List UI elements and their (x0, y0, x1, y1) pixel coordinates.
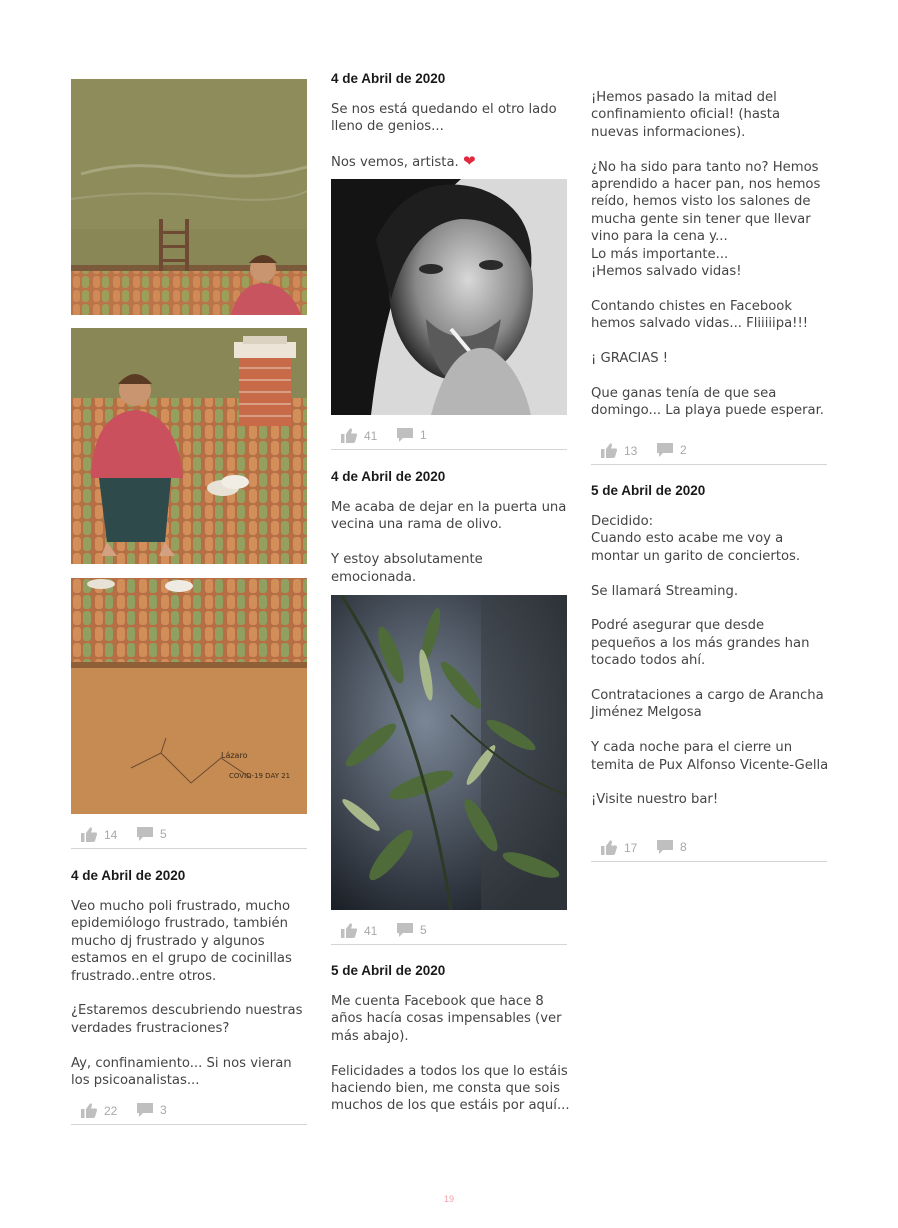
comment-count[interactable] (657, 840, 687, 854)
post-date: 4 de Abril de 2020 (331, 469, 446, 484)
portrait-photo (331, 179, 567, 415)
post-paragraph: Se nos está quedando el otro lado lleno de genios... (331, 102, 557, 135)
comment-icon (397, 428, 413, 442)
comment-count[interactable] (397, 923, 427, 937)
like-count[interactable] (81, 1103, 117, 1118)
like-count-value: 22 (104, 1103, 118, 1118)
like-count-value: 41 (364, 923, 378, 938)
post-paragraph: Podré asegurar que desde pequeños a los más grandes han tocado todos ahí. (591, 618, 810, 669)
comment-count-value: 2 (680, 443, 687, 457)
post-paragraph: Decidido: Cuando esto acabe me voy a montar un garito de conciertos. (591, 514, 801, 564)
comic-note: COVID-19 DAY 21 (229, 772, 291, 780)
post-paragraph-with-heart (331, 153, 571, 171)
post-body (591, 89, 831, 420)
post-paragraph: Felicidades a todos los que lo estáis haciendo bien, me consta que sois muchos de los que estáis por aquí... (331, 1063, 570, 1114)
post-paragraph: Se llamará Streaming. (591, 583, 739, 599)
thumbs-up-icon (81, 827, 97, 842)
post-body (71, 898, 311, 1089)
post-paragraph: ¿Estaremos descubriendo nuestras verdades frustraciones? (71, 1003, 303, 1036)
post-stats (71, 824, 307, 849)
like-count-value: 17 (624, 840, 638, 855)
comic-panel-roof-wall (71, 578, 307, 814)
post-paragraph: Y cada noche para el cierre un temita de Pux Alfonso Vicente-Gella (591, 740, 829, 773)
post-paragraph: ¡Hemos pasado la mitad del confinamiento oficial! (hasta nuevas informaciones). (591, 90, 781, 140)
thumbs-up-icon (81, 1103, 97, 1118)
comment-icon (397, 923, 413, 937)
comment-icon (137, 1103, 153, 1117)
like-count[interactable] (341, 923, 377, 938)
post-paragraph: Me acaba de dejar en la puerta una vecina una rama de olivo. (331, 500, 567, 533)
post-paragraph: Contando chistes en Facebook hemos salvado vidas... Fliiiiipa!!! (591, 298, 809, 332)
like-count[interactable] (81, 827, 117, 842)
comment-count[interactable] (397, 428, 427, 442)
comic-panel-man-on-roof (71, 328, 307, 564)
page-number: 19 (443, 1194, 454, 1204)
post-paragraph: ¡ GRACIAS ! (591, 351, 669, 367)
like-count-value: 41 (364, 428, 378, 443)
thumbs-up-icon (601, 443, 617, 458)
comment-count[interactable] (137, 1103, 167, 1117)
post-paragraph: Veo mucho poli frustrado, mucho epidemiólogo frustrado, también mucho dj frustrado y algunos estamos en el grupo de cocinillas frustrado..entre otros. (71, 899, 292, 984)
like-count-value: 13 (624, 443, 638, 458)
post-stats (331, 425, 567, 450)
comment-count-value: 3 (160, 1103, 167, 1117)
post-date: 4 de Abril de 2020 (71, 868, 186, 883)
post-paragraph: Nos vemos, artista. (331, 155, 459, 171)
post-stats (71, 1100, 307, 1125)
like-count-value: 14 (104, 827, 118, 842)
post-body (331, 499, 571, 586)
post-stats (591, 837, 827, 862)
post-paragraph: Me cuenta Facebook que hace 8 años hacía cosas impensables (ver más abajo). (331, 994, 562, 1044)
comment-icon (137, 827, 153, 841)
heart-icon: ❤ (462, 152, 476, 171)
comment-count[interactable] (137, 827, 167, 841)
comic-panel-rooftop-ladder (71, 79, 307, 315)
post-paragraph: ¿No ha sido para tanto no? Hemos aprendido a hacer pan, nos hemos reído, hemos visto los salones de mucha gente sin tener que llevar vino para la cena y... Lo más importante... ¡Hemos salvado vidas! (591, 159, 821, 280)
like-count[interactable] (601, 840, 637, 855)
thumbs-up-icon (601, 840, 617, 855)
post-paragraph: Contrataciones a cargo de Arancha Jiménez Melgosa (591, 688, 824, 721)
post-body (591, 513, 831, 809)
post-date: 5 de Abril de 2020 (331, 963, 446, 978)
post-body (331, 993, 571, 1115)
comment-count[interactable] (657, 443, 687, 457)
post-paragraph: ¡Visite nuestro bar! (591, 792, 719, 808)
post-stats (331, 920, 567, 945)
like-count[interactable] (601, 443, 637, 458)
thumbs-up-icon (341, 428, 357, 443)
like-count[interactable] (341, 428, 377, 443)
post-date: 5 de Abril de 2020 (591, 483, 706, 498)
post-paragraph: Que ganas tenía de que sea domingo... La playa puede esperar. (591, 385, 824, 419)
comment-count-value: 5 (160, 827, 167, 841)
post-paragraph: Ay, confinamiento... Si nos vieran los psicoanalistas... (71, 1055, 292, 1089)
comment-count-value: 8 (680, 840, 687, 854)
comment-icon (657, 840, 673, 854)
comment-icon (657, 443, 673, 457)
post-body (331, 101, 571, 172)
comment-count-value: 5 (420, 923, 427, 937)
comment-count-value: 1 (420, 428, 427, 442)
post-date: 4 de Abril de 2020 (331, 71, 446, 86)
olive-branch-photo (331, 595, 567, 910)
comic-signature: Lázaro (221, 751, 248, 760)
post-stats (591, 440, 827, 465)
post-paragraph: Y estoy absolutamente emocionada. (331, 552, 483, 585)
thumbs-up-icon (341, 923, 357, 938)
